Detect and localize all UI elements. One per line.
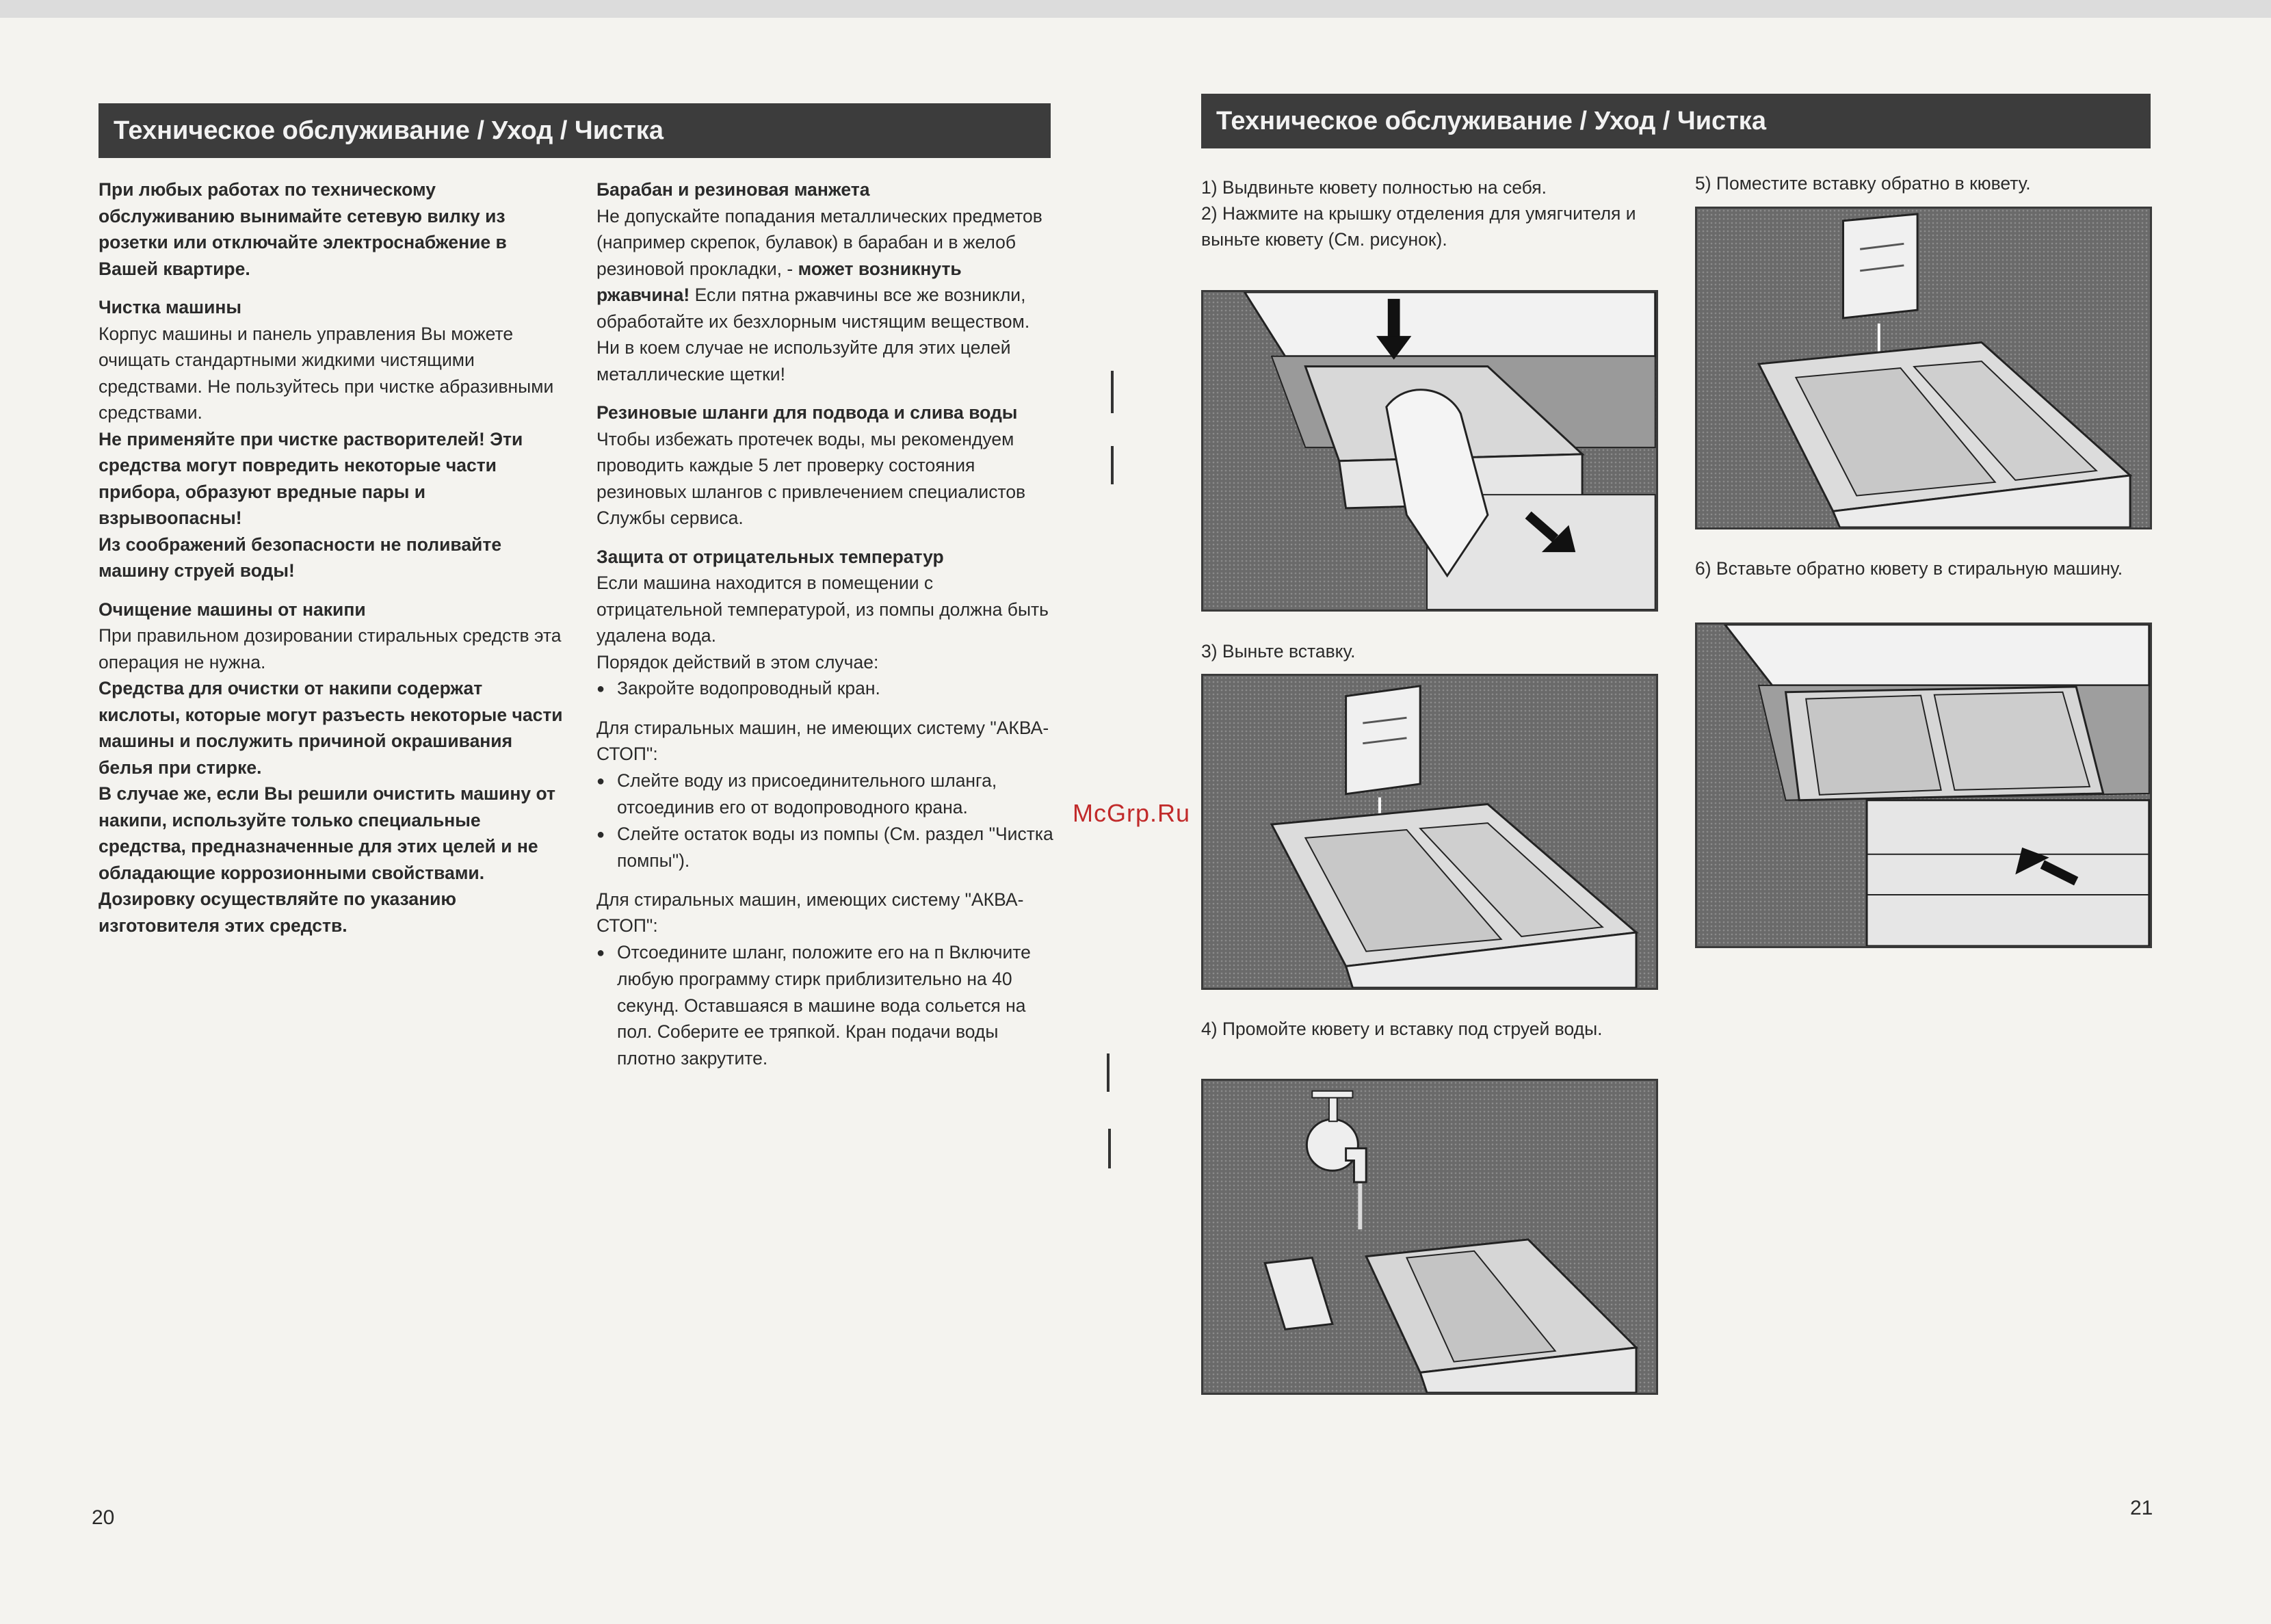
figure-pull-drawer	[1201, 290, 1658, 612]
warning-water-jet: Из соображений безопасности не поливайте машину струей воды!	[99, 534, 502, 581]
left-column-1	[99, 176, 564, 939]
binding-mark	[1107, 1053, 1110, 1092]
page-number-right: 21	[2130, 1497, 2153, 1519]
drawer-back-illustration	[1697, 625, 2150, 946]
step-1-text: 1) Выдвиньте кювету полностью на себя.	[1201, 177, 1547, 198]
text-hoses: Чтобы избежать протечек воды, мы рекомендуем проводить каждые 5 лет проверку состояния резиновых шлангов с привлечением специалистов Службы сервиса.	[596, 428, 1026, 528]
text-drum	[596, 203, 1056, 388]
watermark: McGrp.Ru	[1073, 799, 1191, 827]
figure-drawer-back	[1695, 623, 2152, 948]
step-4-text: 4) Промойте кювету и вставку под струей воды.	[1201, 1019, 1603, 1039]
warning-acids: Средства для очистки от накипи содержат кислоты, которые могут разъесть некоторые части машины и послужить причиной окрашивания белья при стирке.	[99, 678, 563, 778]
bullet-drain-hose: ● Слейте воду из присоединительного шланга, отсоединив его от водопроводного крана.	[596, 768, 1056, 821]
binding-mark	[1111, 446, 1114, 484]
left-column-2	[596, 176, 1056, 1071]
text-order: Порядок действий в этом случае:	[596, 651, 879, 672]
bullet-aquastop: ● Отсоедините шланг, положите его на п Включите любую программу стирк приблизительно на 40 секунд. Оставшаяся в машине вода сольется на пол. Соберите ее тряпкой. Кран подачи воды плотно закрутите.	[596, 939, 1056, 1072]
text-drum-rust: может возникнуть ржавчина!	[596, 258, 962, 305]
heading-drum: Барабан и резиновая манжета	[596, 179, 870, 200]
text-drum-c: Если пятна ржавчины все же возникли, обработайте их безхлорным чистящим веществом. Ни в коем случае не используйте для этих целей металлические щетки!	[596, 285, 1030, 384]
figure-insert-back	[1695, 207, 2152, 529]
heading-descaling: Очищение машины от накипи	[99, 599, 366, 620]
page-header-left: Техническое обслуживание / Уход / Чистка	[99, 103, 1051, 158]
bullet-close-tap: ● Закройте водопроводный кран.	[596, 675, 1056, 703]
binding-mark	[1108, 1129, 1111, 1168]
warning-solvents: Не применяйте при чистке растворителей! Эти средства могут повредить некоторые части прибора, образуют вредные пары и взрывоопасны!	[99, 428, 523, 528]
text-no-aquastop: Для стиральных машин, не имеющих систему "АКВА-СТОП":	[596, 717, 1049, 764]
step-4	[1201, 1016, 1673, 1042]
intro-warning: При любых работах по техническому обслуживанию вынимайте сетевую вилку из розетки или отключайте электроснабжение в Вашей квартире.	[99, 179, 507, 279]
bullet-drain-pump: ● Слейте остаток воды из помпы (См. раздел "Чистка помпы").	[596, 821, 1056, 874]
figure-remove-insert	[1201, 674, 1658, 990]
step-2-text: 2) Нажмите на крышку отделения для умягчителя и выньте кювету (См. рисунок).	[1201, 203, 1636, 250]
heading-hoses: Резиновые шланги для подвода и слива воды	[596, 402, 1018, 423]
step-5	[1695, 170, 2174, 196]
step-5-text: 5) Поместите вставку обратно в кювету.	[1695, 173, 2031, 194]
binding-mark	[1111, 371, 1114, 413]
text-frost: Если машина находится в помещении с отрицательной температурой, из помпы должна быть удалена вода.	[596, 573, 1049, 646]
page-header-right: Техническое обслуживание / Уход / Чистка	[1201, 94, 2151, 148]
step-3-text: 3) Выньте вставку.	[1201, 641, 1356, 662]
warning-special-agents: В случае же, если Вы решили очистить машину от накипи, используйте только специальные средства, предназначенные для этих целей и не обладающие коррозионными свойствами. Дозировку осуществляйте по указанию изготовителя этих средств.	[99, 783, 555, 936]
text-descaling: При правильном дозировании стиральных средств эта операция не нужна.	[99, 625, 562, 672]
heading-frost: Защита от отрицательных температур	[596, 546, 944, 567]
text-with-aquastop: Для стиральных машин, имеющих систему "АКВА-СТОП":	[596, 889, 1024, 936]
top-edge	[0, 0, 2271, 18]
step-3	[1201, 638, 1673, 664]
insert-back-illustration	[1697, 209, 2150, 527]
text-drum-a: Не допускайте попадания металлических предметов (например скрепок, булавок) в барабан и в желоб резиновой прокладки, -	[596, 205, 1042, 279]
wash-illustration	[1203, 1081, 1656, 1393]
remove-insert-illustration	[1203, 676, 1656, 988]
step-6	[1695, 555, 2174, 581]
figure-wash-under-tap	[1201, 1079, 1658, 1395]
drawer-pull-illustration	[1203, 292, 1656, 610]
text-machine-cleaning: Корпус машины и панель управления Вы можете очищать стандартными жидкими чистящими средствами. Не пользуйтесь при чистке абразивными средствами.	[99, 323, 554, 423]
heading-machine-cleaning: Чистка машины	[99, 297, 241, 317]
page-number-left: 20	[92, 1506, 115, 1529]
step-6-text: 6) Вставьте обратно кювету в стиральную машину.	[1695, 558, 2123, 579]
step-1	[1201, 174, 1673, 252]
